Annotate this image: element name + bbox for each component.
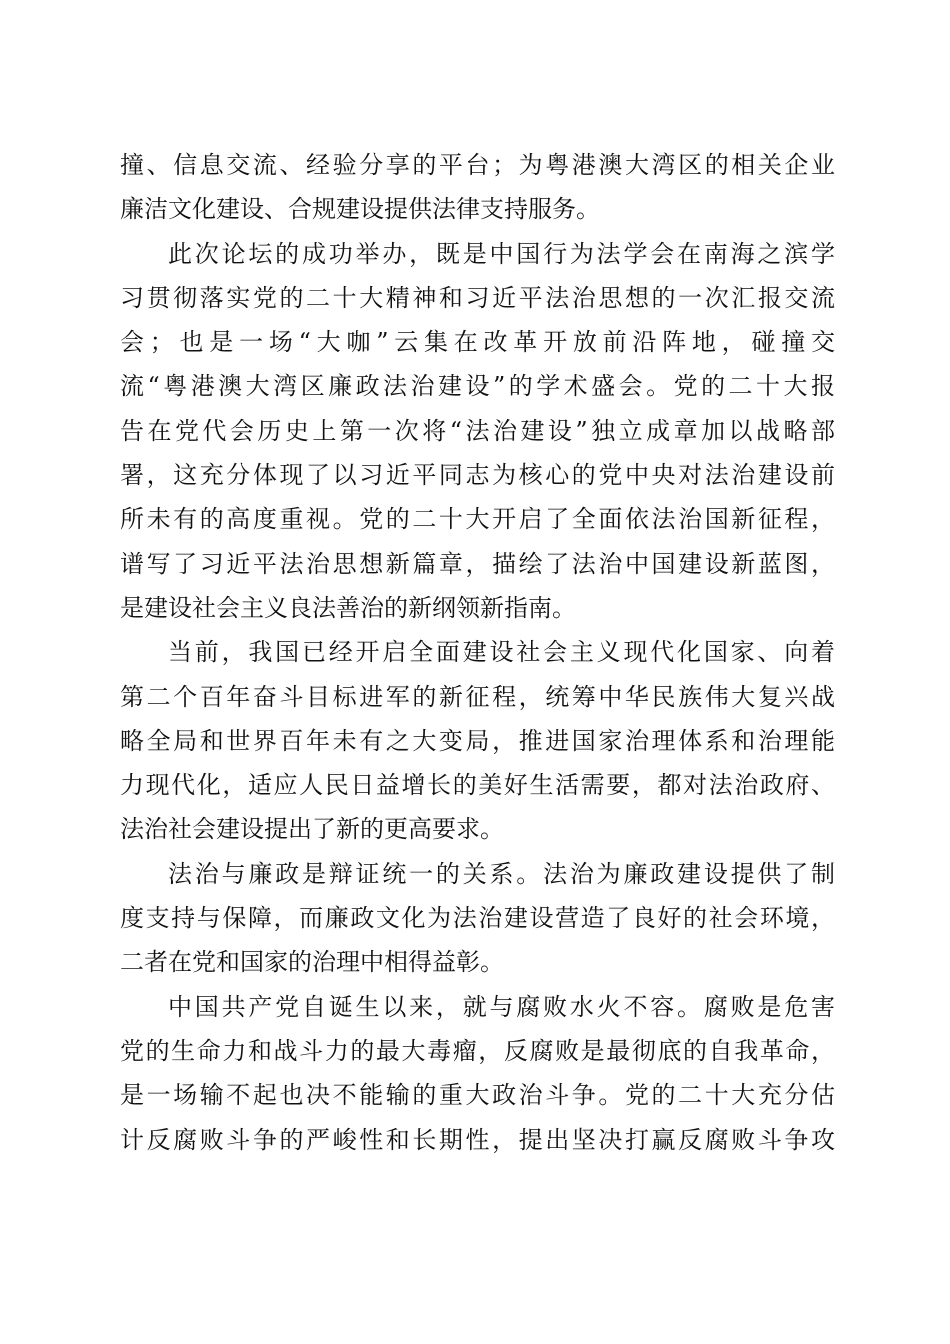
text-line: 力现代化，适应人民日益增长的美好生活需要，都对法治政府、	[120, 771, 835, 800]
text-line: 流“粤港澳大湾区廉政法治建设”的学术盛会。党的二十大报	[120, 372, 835, 401]
text-line: 告在党代会历史上第一次将“法治建设”独立成章加以战略部	[120, 416, 835, 445]
text-line: 当前，我国已经开启全面建设社会主义现代化国家、向着	[168, 638, 835, 667]
document-body	[120, 143, 835, 1162]
text-line: 谱写了习近平法治思想新篇章，描绘了法治中国建设新蓝图，	[120, 549, 835, 578]
text-line: 第二个百年奋斗目标进军的新征程，统筹中华民族伟大复兴战	[120, 682, 835, 711]
text-line: 所未有的高度重视。党的二十大开启了全面依法治国新征程，	[120, 505, 835, 534]
text-line: 习贯彻落实党的二十大精神和习近平法治思想的一次汇报交流	[120, 283, 835, 312]
text-line: 法治与廉政是辩证统一的关系。法治为廉政建设提供了制	[168, 859, 835, 888]
text-line: 二者在党和国家的治理中相得益彰。	[120, 948, 504, 977]
paragraph	[120, 852, 835, 985]
text-line: 度支持与保障，而廉政文化为法治建设营造了良好的社会环境，	[120, 904, 835, 933]
text-line: 此次论坛的成功举办，既是中国行为法学会在南海之滨学	[168, 239, 835, 268]
text-line: 是建设社会主义良法善治的新纲领新指南。	[120, 593, 576, 622]
text-line: 撞、信息交流、经验分享的平台；为粤港澳大湾区的相关企业	[120, 151, 835, 179]
text-line: 会；也是一场“大咖”云集在改革开放前沿阵地，碰撞交	[120, 328, 835, 357]
text-line: 是一场输不起也决不能输的重大政治斗争。党的二十大充分估	[120, 1081, 835, 1110]
text-line: 法治社会建设提出了新的更高要求。	[120, 815, 504, 844]
paragraph	[120, 143, 835, 232]
paragraph	[120, 630, 835, 851]
text-line: 党的生命力和战斗力的最大毒瘤，反腐败是最彻底的自我革命，	[120, 1036, 835, 1065]
paragraph	[120, 985, 835, 1162]
text-line: 中国共产党自诞生以来，就与腐败水火不容。腐败是危害	[168, 992, 835, 1021]
text-line: 计反腐败斗争的严峻性和长期性，提出坚决打赢反腐败斗争攻	[120, 1125, 835, 1154]
text-line: 署，这充分体现了以习近平同志为核心的党中央对法治建设前	[120, 461, 835, 490]
paragraph	[120, 232, 835, 631]
text-line: 略全局和世界百年未有之大变局，推进国家治理体系和治理能	[120, 726, 835, 755]
text-line: 廉洁文化建设、合规建设提供法律支持服务。	[120, 195, 600, 224]
